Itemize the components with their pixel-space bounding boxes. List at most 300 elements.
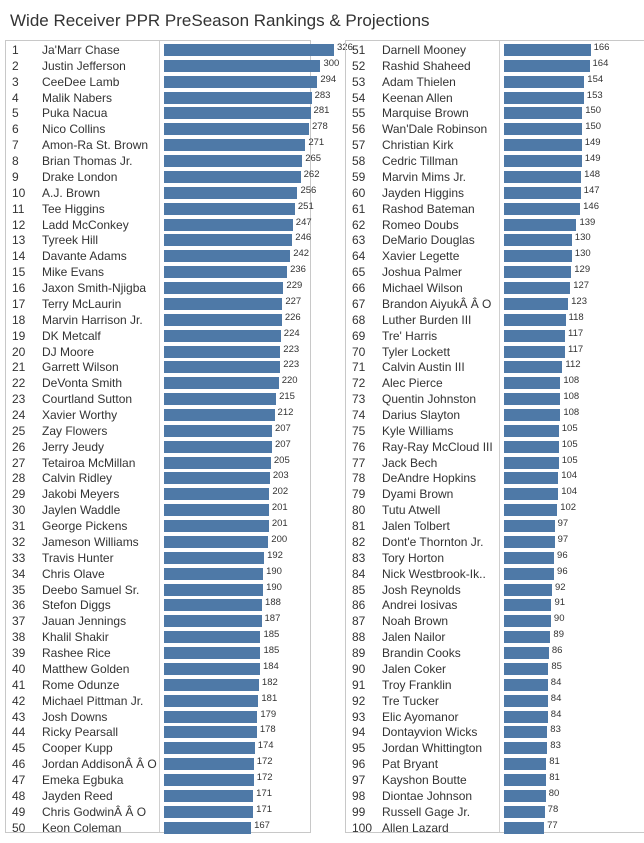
projection-value-label: 154 [587, 73, 604, 85]
player-name-label: Marvin Harrison Jr. [42, 312, 143, 327]
chart-row [6, 280, 310, 296]
projection-value-label: 271 [308, 137, 325, 149]
projection-value-label: 83 [550, 740, 561, 752]
projection-value-label: 166 [593, 42, 610, 53]
chart-row [6, 756, 310, 772]
chart-row [346, 439, 644, 455]
chart-row [6, 486, 310, 502]
projection-bar [504, 393, 560, 405]
player-name-label: Kayshon Boutte [382, 773, 467, 788]
projection-bar [164, 822, 251, 834]
projection-bar [504, 441, 559, 453]
player-name-label: Jordan Whittington [382, 741, 483, 756]
projection-bar [504, 123, 582, 135]
rank-label: 42 [12, 693, 26, 708]
player-name-label: Tyler Lockett [382, 344, 451, 359]
projection-bar [164, 631, 260, 643]
projection-value-label: 171 [256, 787, 273, 799]
projection-bar [164, 726, 257, 738]
projection-value-label: 179 [260, 708, 277, 720]
chart-row [346, 518, 644, 534]
player-name-label: Christian Kirk [382, 138, 454, 153]
projection-value-label: 171 [256, 803, 273, 815]
rank-label: 13 [12, 233, 26, 248]
projection-value-label: 108 [563, 407, 580, 418]
player-name-label: Tory Horton [382, 550, 445, 565]
player-name-label: CeeDee Lamb [42, 74, 120, 89]
projection-bar [504, 44, 591, 56]
player-name-label: Dont'e Thornton Jr. [382, 534, 484, 549]
chart-row [6, 518, 310, 534]
player-name-label: Josh Downs [42, 709, 108, 724]
projection-value-label: 185 [263, 629, 280, 641]
projection-value-label: 102 [560, 502, 577, 514]
projection-bar [164, 409, 275, 421]
projection-bar [504, 107, 582, 119]
projection-bar [504, 219, 576, 231]
player-name-label: Deebo Samuel Sr. [42, 582, 140, 597]
projection-bar [504, 552, 554, 564]
player-name-label: DeVonta Smith [42, 376, 123, 391]
chart-row [346, 661, 644, 677]
projection-bar [164, 219, 293, 231]
projection-value-label: 77 [547, 819, 558, 831]
projection-value-label: 153 [586, 89, 603, 101]
chart-row [6, 439, 310, 455]
projection-value-label: 129 [574, 264, 591, 276]
projection-value-label: 105 [561, 438, 578, 450]
projection-bar [504, 599, 551, 611]
player-name-label: Luther Burden III [382, 312, 472, 327]
chart-row [6, 804, 310, 820]
chart-row [6, 709, 310, 725]
projection-bar [164, 711, 257, 723]
player-name-label: Emeka Egbuka [42, 773, 124, 788]
projection-value-label: 212 [277, 407, 294, 418]
chart-row [6, 724, 310, 740]
player-name-label: Stefon Diggs [42, 598, 111, 613]
player-name-label: Tee Higgins [42, 201, 105, 216]
projection-bar [164, 742, 255, 754]
player-name-label: Dyami Brown [382, 487, 454, 502]
projection-bar [504, 584, 552, 596]
rank-label: 17 [12, 296, 26, 311]
projection-value-label: 130 [574, 248, 591, 260]
player-name-label: DeMario Douglas [382, 233, 475, 248]
projection-bar [504, 774, 546, 786]
player-name-label: Nick Westbrook-Ik.. [382, 566, 486, 581]
projection-bar [504, 250, 572, 262]
rank-label: 70 [352, 344, 366, 359]
rank-label: 55 [352, 106, 366, 121]
projection-value-label: 278 [311, 121, 328, 133]
player-name-label: Zay Flowers [42, 423, 108, 438]
rank-label: 87 [352, 614, 366, 629]
projection-value-label: 84 [550, 676, 562, 688]
chart-row [346, 788, 644, 804]
player-name-label: Josh Reynolds [382, 582, 461, 597]
player-name-label: Tetairoa McMillan [42, 455, 136, 470]
rank-label: 85 [352, 582, 366, 597]
player-name-label: Calvin Ridley [42, 471, 113, 486]
player-name-label: Keenan Allen [382, 90, 453, 105]
chart-title: Wide Receiver PPR PreSeason Rankings & Projections [10, 11, 430, 30]
chart-row [346, 486, 644, 502]
projection-value-label: 224 [283, 327, 300, 339]
projection-value-label: 220 [281, 375, 298, 387]
rank-label: 78 [352, 471, 366, 486]
player-name-label: Russell Gage Jr. [382, 804, 471, 819]
player-name-label: Rashid Shaheed [382, 58, 471, 73]
chart-row [346, 455, 644, 471]
rank-label: 38 [12, 630, 26, 645]
rank-label: 91 [352, 677, 366, 692]
chart-row [6, 423, 310, 439]
projection-bar [164, 92, 312, 104]
projection-bar [164, 250, 290, 262]
player-name-label: Rome Odunze [42, 677, 120, 692]
rank-label: 43 [12, 709, 26, 724]
player-name-label: Jakobi Meyers [42, 487, 120, 502]
player-name-label: Marvin Mims Jr. [382, 169, 466, 184]
projection-value-label: 84 [550, 692, 562, 704]
projection-bar [504, 457, 559, 469]
player-name-label: Joshua Palmer [382, 265, 463, 280]
projection-value-label: 203 [272, 470, 289, 482]
rank-label: 45 [12, 741, 26, 756]
player-name-label: Tre' Harris [382, 328, 438, 343]
rank-label: 80 [352, 503, 366, 518]
rank-label: 30 [12, 503, 26, 518]
chart-row [6, 645, 310, 661]
rank-label: 48 [12, 788, 26, 803]
chart-row [346, 375, 644, 391]
player-name-label: Darius Slayton [382, 408, 461, 422]
chart-row [6, 820, 310, 836]
projection-bar [164, 203, 295, 215]
chart-row [6, 248, 310, 264]
player-name-label: Jaylen Waddle [42, 503, 121, 518]
chart-row [346, 328, 644, 344]
projection-value-label: 117 [568, 343, 584, 355]
rank-label: 26 [12, 439, 26, 454]
rank-label: 75 [352, 423, 366, 438]
projection-bar [504, 377, 560, 389]
player-name-label: Keon Coleman [42, 820, 122, 835]
projection-value-label: 105 [561, 454, 578, 466]
rank-label: 3 [12, 74, 19, 89]
rank-label: 96 [352, 757, 366, 772]
projection-bar [164, 552, 264, 564]
projection-bar [504, 472, 558, 484]
chart-row [346, 407, 644, 423]
chart-row [346, 248, 644, 264]
chart-row [346, 597, 644, 613]
chart-row [6, 391, 310, 407]
player-name-label: A.J. Brown [42, 185, 101, 200]
projection-value-label: 123 [571, 295, 587, 307]
projection-bar [504, 615, 551, 627]
rank-label: 92 [352, 693, 366, 708]
rank-label: 61 [352, 201, 366, 216]
chart-row [346, 804, 644, 820]
chart-row [346, 566, 644, 582]
player-name-label: Pat Bryant [382, 757, 439, 772]
chart-row [346, 344, 644, 360]
player-name-label: Jameson Williams [42, 534, 139, 549]
projection-value-label: 81 [549, 756, 560, 768]
player-name-label: Nico Collins [42, 122, 106, 137]
rank-label: 81 [352, 519, 366, 534]
player-name-label: Allen Lazard [382, 820, 449, 835]
projection-bar [504, 726, 547, 738]
chart-row [6, 661, 310, 677]
player-name-label: Xavier Worthy [42, 408, 118, 422]
projection-bar [504, 822, 544, 834]
projection-value-label: 227 [285, 295, 302, 307]
projection-value-label: 190 [266, 581, 282, 593]
rank-label: 83 [352, 550, 366, 565]
projection-bar [164, 44, 334, 56]
player-name-label: Ladd McConkey [42, 217, 129, 232]
chart-row [6, 740, 310, 756]
rank-label: 21 [12, 360, 26, 375]
rank-label: 95 [352, 741, 366, 756]
projection-value-label: 104 [561, 486, 578, 498]
projection-bar [164, 695, 258, 707]
rank-label: 31 [12, 519, 26, 534]
projection-value-label: 139 [579, 216, 596, 228]
chart-row [6, 534, 310, 550]
projection-value-label: 229 [286, 280, 303, 292]
chart-row [6, 359, 310, 375]
projection-bar [164, 806, 253, 818]
rank-label: 72 [352, 376, 366, 391]
projection-bar [164, 663, 260, 675]
projection-value-label: 201 [271, 518, 288, 530]
chart-row [346, 629, 644, 645]
player-name-label: Jayden Higgins [382, 185, 465, 200]
projection-value-label: 187 [264, 613, 281, 625]
player-name-label: Ricky Pearsall [42, 725, 119, 740]
rank-label: 86 [352, 598, 366, 613]
rank-label: 5 [12, 106, 19, 121]
projection-bar [504, 92, 584, 104]
player-name-label: DK Metcalf [42, 328, 101, 343]
projection-value-label: 246 [295, 232, 312, 244]
rank-label: 47 [12, 773, 26, 788]
chart-row [346, 582, 644, 598]
projection-value-label: 281 [313, 105, 330, 117]
projection-bar [504, 568, 554, 580]
projection-bar [504, 60, 590, 72]
projection-bar [504, 425, 559, 437]
rank-label: 49 [12, 804, 26, 819]
rank-label: 90 [352, 661, 366, 676]
projection-value-label: 223 [283, 359, 300, 371]
rank-label: 99 [352, 804, 366, 819]
projection-value-label: 188 [265, 597, 281, 609]
projection-value-label: 147 [583, 184, 600, 196]
projection-bar [164, 234, 292, 246]
rank-label: 41 [12, 677, 26, 692]
projection-bar [504, 266, 571, 278]
projection-bar [504, 76, 584, 88]
player-name-label: Quentin Johnston [382, 392, 477, 407]
player-name-label: Andrei Iosivas [382, 598, 458, 613]
rank-label: 93 [352, 709, 366, 724]
player-name-label: Jayden Reed [42, 788, 113, 803]
projection-bar [164, 139, 305, 151]
projection-value-label: 150 [585, 105, 602, 117]
rank-label: 6 [12, 122, 19, 137]
projection-value-label: 149 [584, 137, 601, 149]
projection-bar [164, 330, 281, 342]
player-name-label: Jalen Nailor [382, 630, 446, 645]
chart-row [6, 296, 310, 312]
projection-value-label: 164 [592, 57, 609, 69]
projection-value-label: 185 [263, 645, 280, 657]
projection-bar [164, 425, 272, 437]
player-name-label: Romeo Doubs [382, 217, 459, 232]
player-name-label: Jaxon Smith-Njigba [42, 281, 147, 296]
rank-label: 88 [352, 630, 366, 645]
projection-bar [164, 472, 270, 484]
rank-label: 10 [12, 185, 26, 200]
player-name-label: Troy Franklin [382, 677, 452, 692]
chart-row [346, 820, 644, 836]
projection-bar [504, 409, 560, 421]
projection-bar [164, 187, 297, 199]
rank-label: 37 [12, 614, 26, 629]
projection-bar [504, 330, 565, 342]
player-name-label: Terry McLaurin [42, 296, 122, 311]
player-name-label: Brandin Cooks [382, 646, 461, 661]
chart-row [346, 740, 644, 756]
projection-value-label: 118 [568, 311, 584, 323]
player-name-label: Tutu Atwell [382, 503, 441, 518]
rank-label: 2 [12, 58, 19, 73]
chart-row [346, 153, 644, 169]
projection-value-label: 108 [563, 391, 580, 403]
projection-bar [504, 314, 566, 326]
rank-label: 33 [12, 550, 26, 565]
rank-label: 89 [352, 646, 366, 661]
chart-row [346, 201, 644, 217]
chart-row [6, 407, 310, 423]
rank-label: 28 [12, 471, 26, 486]
projection-bar [164, 346, 280, 358]
projection-value-label: 326 [337, 42, 353, 53]
player-name-label: Chris GodwinÂ Â O [42, 804, 147, 819]
chart-row [6, 582, 310, 598]
projection-bar [504, 711, 548, 723]
projection-bar [504, 488, 558, 500]
rank-label: 27 [12, 455, 26, 470]
chart-row [6, 597, 310, 613]
projection-value-label: 127 [573, 280, 590, 292]
projection-bar [164, 520, 269, 532]
projection-value-label: 181 [261, 692, 278, 704]
chart-row [346, 312, 644, 328]
projection-bar [164, 790, 253, 802]
projection-value-label: 172 [256, 772, 273, 784]
rank-label: 36 [12, 598, 26, 613]
chart-row [346, 359, 644, 375]
rank-label: 8 [12, 154, 19, 169]
player-name-label: Alec Pierce [382, 376, 443, 391]
projection-bar [164, 266, 287, 278]
projection-bar [504, 282, 570, 294]
rank-label: 20 [12, 344, 26, 359]
projection-value-label: 262 [303, 168, 320, 180]
rank-label: 94 [352, 725, 366, 740]
projection-value-label: 223 [283, 343, 300, 355]
rank-label: 25 [12, 423, 26, 438]
projection-value-label: 205 [273, 454, 290, 466]
chart-row [6, 629, 310, 645]
projection-bar [504, 203, 580, 215]
rank-label: 51 [352, 43, 366, 57]
chart-row [346, 264, 644, 280]
chart-row [6, 200, 314, 217]
rank-label: 23 [12, 392, 26, 407]
projection-bar [164, 361, 280, 373]
projection-value-label: 251 [297, 200, 314, 212]
projection-value-label: 283 [314, 89, 331, 101]
projection-bar [504, 187, 581, 199]
rank-label: 58 [352, 154, 366, 169]
projection-bar [164, 599, 262, 611]
projection-value-label: 174 [257, 740, 274, 752]
projection-value-label: 300 [323, 57, 340, 69]
projection-value-label: 96 [557, 565, 568, 577]
rank-label: 34 [12, 566, 26, 581]
projection-bar [164, 758, 254, 770]
rank-label: 50 [12, 820, 26, 835]
player-name-label: Dontayvion Wicks [382, 725, 478, 740]
player-name-label: DJ Moore [42, 344, 95, 359]
rank-label: 32 [12, 534, 26, 549]
chart-row [6, 375, 310, 391]
rank-label: 1 [12, 43, 19, 57]
rank-label: 29 [12, 487, 26, 502]
rank-label: 54 [352, 90, 366, 105]
projection-value-label: 86 [551, 645, 563, 657]
rank-label: 62 [352, 217, 366, 232]
projection-value-label: 172 [256, 756, 273, 768]
player-name-label: Amon-Ra St. Brown [42, 138, 149, 153]
projection-bar [504, 520, 555, 532]
projection-value-label: 92 [554, 581, 566, 593]
projection-bar [164, 647, 260, 659]
chart-row [346, 693, 644, 709]
projection-bar [164, 314, 282, 326]
chart-row [6, 677, 310, 693]
rank-label: 57 [352, 138, 366, 153]
chart-row [346, 772, 644, 788]
rank-label: 68 [352, 312, 366, 327]
rank-label: 97 [352, 773, 366, 788]
player-name-label: Rashee Rice [42, 646, 111, 661]
rank-label: 69 [352, 328, 366, 343]
chart-row [6, 42, 353, 58]
projection-bar [164, 393, 276, 405]
projection-bar [164, 298, 282, 310]
chart-row [346, 550, 644, 566]
chart-row [6, 550, 310, 566]
chart-row [6, 264, 310, 280]
